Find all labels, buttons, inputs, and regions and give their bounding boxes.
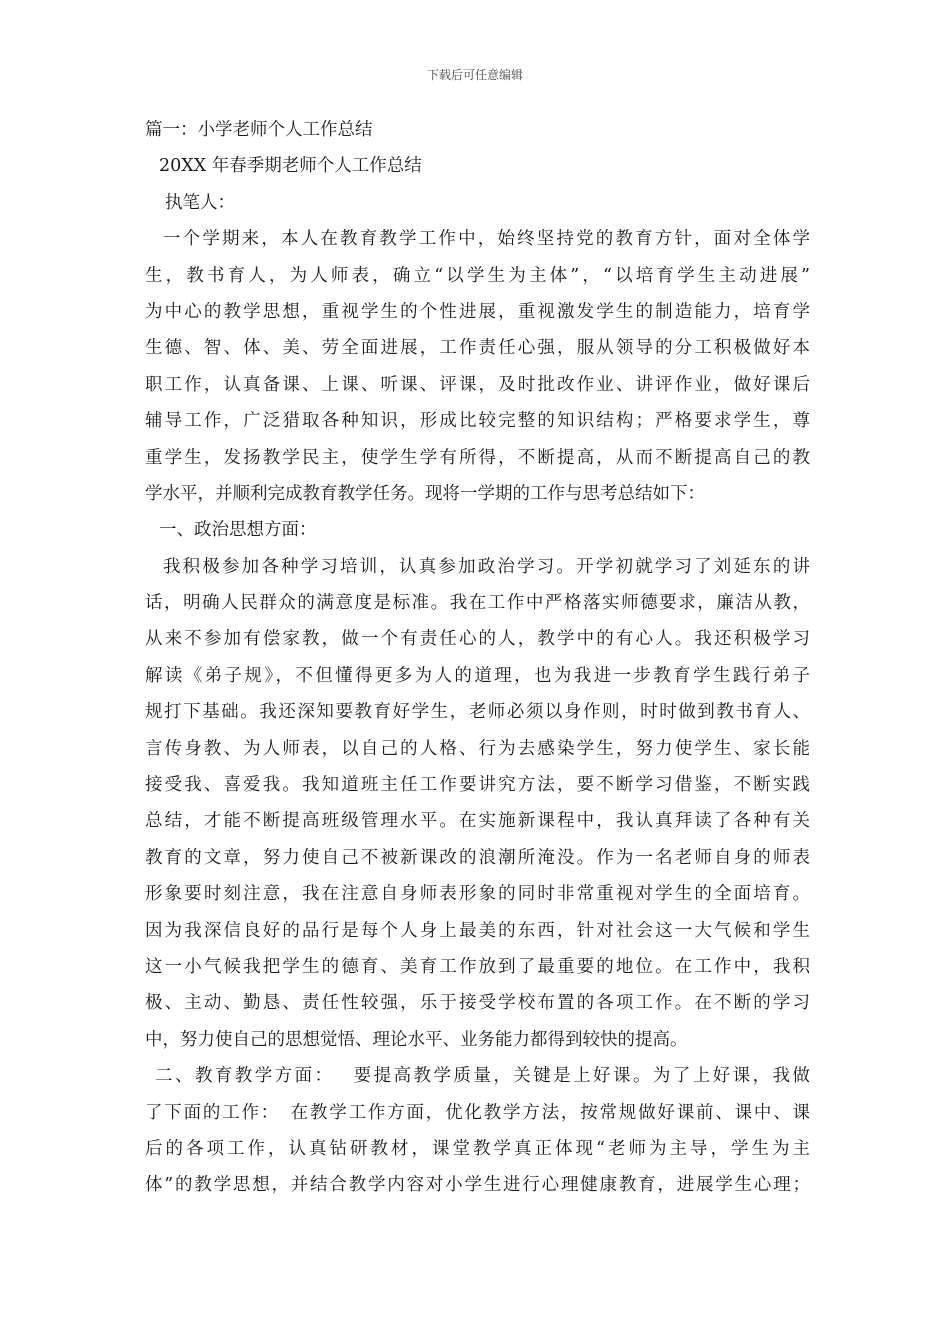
text-line: 一、政治思想方面： [159, 520, 317, 541]
text-line: 一个学期来，本人在教育教学工作中，始终坚持党的教育方针，面对全体学 [163, 229, 810, 250]
text-line: 生，教书育人，为人师表，确立“以学生为主体”，“以培育学生主动进展” [145, 265, 810, 286]
text-line: 二、教育教学方面： 要提高教学质量，关键是上好课。为了上好课，我做 [155, 1066, 810, 1087]
text-line: 接受我、喜爱我。我知道班主任工作要讲究方法，要不断学习借鉴，不断实践 [145, 775, 810, 796]
text-line: 言传身教、为人师表，以自己的人格、行为去感染学生，努力使学生、家长能 [145, 738, 810, 759]
text-line: 了下面的工作： 在教学工作方面，优化教学方法，按常规做好课前、课中、课 [145, 1102, 810, 1123]
text-line: 话，明确人民群众的满意度是标准。我在工作中严格落实师德要求，廉洁从教， [145, 593, 810, 614]
page-header: 下载后可任意编辑 [426, 68, 523, 82]
text-line: 极、主动、勤恳、责任性较强，乐于接受学校布置的各项工作。在不断的学习 [145, 993, 810, 1014]
text-line: 教育的文章，努力使自己不被新课改的浪潮所淹没。作为一名老师自身的师表 [145, 847, 810, 868]
text-line: 形象要时刻注意，我在注意自身师表形象的同时非常重视对学生的全面培育。 [145, 884, 810, 905]
text-line: 学水平，并顺利完成教育教学任务。现将一学期的工作与思考总结如下： [145, 483, 705, 504]
text-line: 职工作，认真备课、上课、听课、评课，及时批改作业、讲评作业，做好课后 [145, 374, 810, 395]
text-line: 规打下基础。我还深知要教育好学生，老师必须以身作则，时时做到教书育人、 [145, 702, 810, 723]
text-line: 为中心的教学思想，重视学生的个性进展，重视激发学生的制造能力，培育学 [145, 301, 810, 322]
text-line: 生德、智、体、美、劳全面进展，工作责任心强，服从领导的分工积极做好本 [145, 338, 810, 359]
document-body [145, 112, 810, 1204]
text-line: 因为我深信良好的品行是每个人身上最美的东西，针对社会这一大气候和学生 [145, 920, 810, 941]
text-line: 辅导工作，广泛猎取各种知识，形成比较完整的知识结构；严格要求学生，尊 [145, 411, 810, 432]
text-line: 这一小气候我把学生的德育、美育工作放到了最重要的地位。在工作中，我积 [145, 956, 810, 977]
text-line: 篇一：小学老师个人工作总结 [145, 120, 373, 140]
text-line: 后的各项工作，认真钻研教材，课堂教学真正体现“老师为主导，学生为主 [145, 1138, 810, 1159]
text-line: 执笔人： [165, 192, 235, 213]
text-line: 体”的教学思想，并结合教学内容对小学生进行心理健康教育，进展学生心理； [145, 1175, 810, 1196]
text-line: 20XX 年春季期老师个人工作总结 [159, 156, 422, 177]
text-line: 总结，才能不断提高班级管理水平。在实施新课程中，我认真拜读了各种有关 [145, 811, 810, 832]
text-line: 我积极参加各种学习培训，认真参加政治学习。开学初就学习了刘延东的讲 [163, 556, 810, 577]
text-line: 解读《弟子规》，不但懂得更多为人的道理，也为我进一步教育学生践行弟子 [145, 665, 810, 686]
text-line: 从来不参加有偿家教，做一个有责任心的人，教学中的有心人。我还积极学习 [145, 629, 810, 650]
text-line: 中，努力使自己的思想觉悟、理论水平、业务能力都得到较快的提高。 [145, 1029, 688, 1050]
text-line: 重学生，发扬教学民主，使学生学有所得，不断提高，从而不断提高自己的教 [145, 447, 810, 468]
